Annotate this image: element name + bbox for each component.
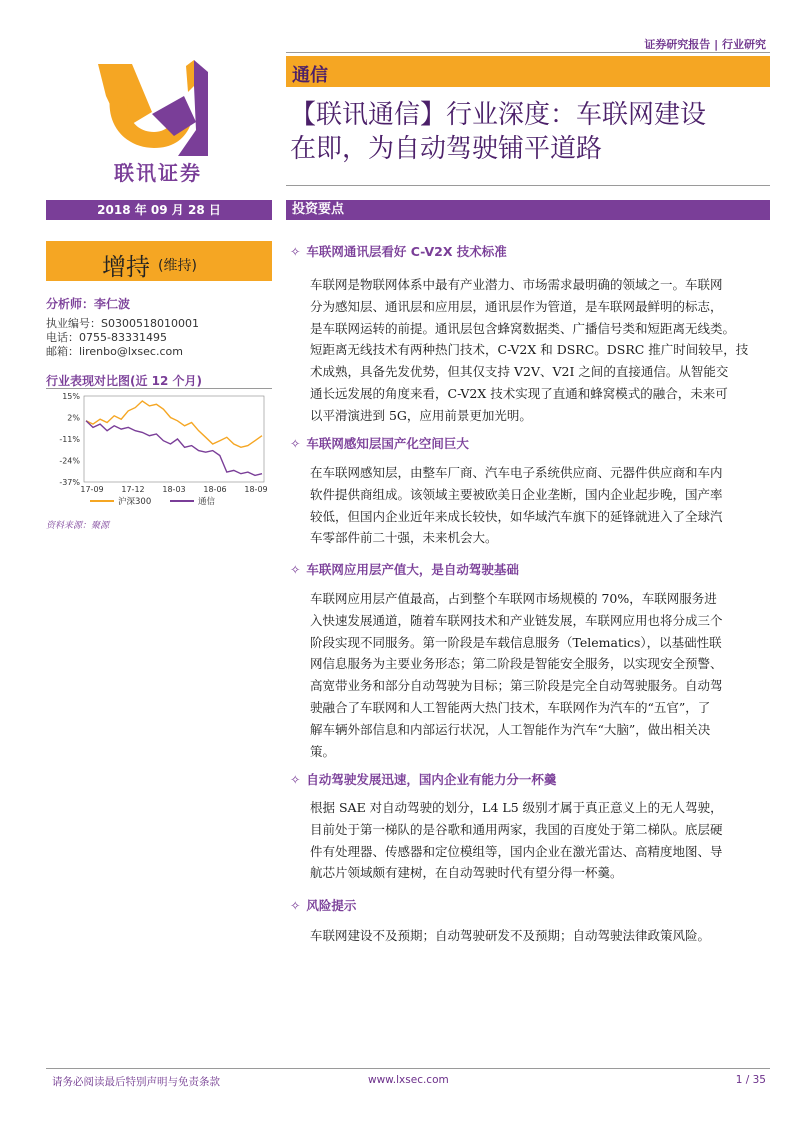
- y-tick-label: 2%: [67, 413, 80, 423]
- sec-1-paragraph: [310, 274, 770, 427]
- performance-chart: [46, 392, 272, 518]
- series-lines: [86, 401, 262, 475]
- y-tick-label: 15%: [62, 392, 80, 401]
- sec-2-line: 较低，但国内企业近年来成长较快，如华域汽车旗下的延锋就进入了全球汽: [310, 508, 723, 524]
- sec-5-line: 车联网建设不及预期；自动驾驶研发不及预期；自动驾驶法律政策风险。: [310, 928, 711, 943]
- series-line-telecom: [86, 421, 262, 476]
- chart-source: 资料来源：聚源: [46, 521, 110, 531]
- sec-1-line: 分为感知层、通讯层和应用层，通讯层作为管道，是车联网最鲜明的标志，: [310, 298, 723, 314]
- sec-3-line: 驶融合了车联网和人工智能两大热门技术，车联网作为汽车的“五官”，了: [310, 699, 711, 715]
- sec-5-paragraph: [310, 925, 770, 947]
- license-number: 执业编号：S0300518010001: [46, 317, 199, 330]
- page-number: 1 / 35: [735, 1074, 766, 1086]
- sec-3-line: 策。: [310, 743, 336, 759]
- sec-2-line: 车零部件前二十强，未来机会大。: [310, 530, 498, 546]
- sec-3-heading: [290, 560, 519, 578]
- sec-2-paragraph: [310, 462, 770, 549]
- chart-title: 行业表现对比图(近 12 个月): [46, 374, 203, 388]
- x-tick-label: 18-06: [203, 485, 227, 494]
- sec-1-line: 短距离无线技术有两种热门技术，C-V2X 和 DSRC。DSRC 推广时间较早，技: [310, 342, 749, 358]
- sec-3-line: 阶段实现不同服务。第一阶段是车载信息服务（Telematics），以基础性联: [310, 634, 722, 650]
- sec-5-heading-text: 风险提示: [306, 898, 357, 913]
- sec-1-line: 术成熟，具备先发优势，但其仅支持 V2V、V2I 之间的直接通信。从智能交: [310, 364, 729, 380]
- footer-divider: [46, 1068, 770, 1069]
- phone-number: 电话：0755-83331495: [46, 331, 167, 344]
- sec-4-heading: [290, 770, 556, 788]
- sec-3-line: 高宽带业务和部分自动驾驶为目标；第三阶段是完全自动驾驶服务。自动驾: [310, 678, 723, 694]
- sec-3-line: 解车辆外部信息和内部运行状况，人工智能作为汽车“大脑”，做出相关决: [310, 721, 711, 737]
- y-tick-label: -11%: [59, 435, 80, 444]
- chart-divider: [46, 388, 272, 389]
- diamond-bullet-icon: ✧: [290, 772, 301, 787]
- logo-purple-fan: [152, 96, 196, 136]
- section-title: 投资要点: [286, 200, 770, 220]
- series-line-hs300: [86, 401, 262, 447]
- plot-area: [84, 396, 264, 482]
- header-divider: [286, 52, 770, 53]
- sec-2-line: 软件提供商组成。该领域主要被欧美日企业垄断，国内企业起步晚，国产率: [310, 486, 723, 502]
- logo-orange-wedge: [186, 60, 194, 92]
- report-type-tag: 证券研究报告 | 行业研究: [644, 38, 766, 51]
- company-logo: [92, 56, 224, 186]
- sec-1-heading-text: 车联网通讯层看好 C-V2X 技术标准: [306, 244, 507, 259]
- sec-4-line: 根据 SAE 对自动驾驶的划分，L4 L5 级别才属于真正意义上的无人驾驶，: [310, 800, 723, 815]
- rating-value: 增持: [102, 253, 150, 281]
- rating-box: [46, 241, 272, 281]
- x-axis-ticks: [80, 485, 267, 494]
- email-address: 邮箱：lirenbo@lxsec.com: [46, 345, 183, 358]
- rating-note: (维持): [158, 258, 197, 274]
- sec-4-paragraph: [310, 797, 770, 884]
- industry-label: 通信: [292, 65, 328, 86]
- report-title: [290, 98, 770, 166]
- sec-3-heading-text: 车联网应用层产值大，是自动驾驶基础: [306, 562, 519, 577]
- sec-1-line: 通长远发展的角度来看，C-V2X 技术实现了直通和蜂窝模式的融合，未来可: [310, 385, 728, 401]
- sec-2-heading-text: 车联网感知层国产化空间巨大: [306, 436, 469, 451]
- diamond-bullet-icon: ✧: [290, 898, 301, 913]
- title-line-2: 在即，为自动驾驶铺平道路: [290, 134, 603, 164]
- sec-1-line: 以平滑演进到 5G，应用前景更加光明。: [310, 407, 532, 423]
- x-tick-label: 18-03: [162, 485, 186, 494]
- disclaimer-note: 请务必阅读最后特别声明与免责条款: [52, 1076, 220, 1088]
- report-date: 2018 年 09 月 28 日: [46, 200, 272, 220]
- sec-5-heading: [290, 896, 356, 914]
- sec-1-heading: [290, 242, 507, 260]
- sec-3-paragraph: [310, 588, 770, 762]
- sec-3-line: 入快速发展通道，随着车联网技术和产业链发展，车联网应用也将分成三个: [310, 612, 723, 628]
- sec-2-line: 在车联网感知层，由整车厂商、汽车电子系统供应商、元器件供应商和车内: [310, 465, 723, 480]
- title-divider: [286, 185, 770, 186]
- sec-1-line: 车联网是物联网体系中最有产业潜力、市场需求最明确的领域之一。车联网: [310, 277, 723, 292]
- title-line-1: 【联讯通信】行业深度：车联网建设: [290, 100, 707, 130]
- logo-text: 联讯证券: [114, 161, 202, 185]
- diamond-bullet-icon: ✧: [290, 244, 301, 259]
- sec-2-heading: [290, 434, 469, 452]
- sec-3-line: 网信息服务为主要业务形态；第二阶段是智能安全服务，以实现安全预警、: [310, 656, 723, 672]
- x-tick-label: 18-09: [244, 485, 268, 494]
- analyst-name: 分析师：李仁波: [46, 297, 131, 311]
- sec-3-line: 车联网应用层产值最高，占到整个车联网市场规模的 70%，车联网服务进: [310, 591, 717, 606]
- chart-legend: [90, 496, 216, 507]
- sec-4-heading-text: 自动驾驶发展迅速，国内企业有能力分一杯羹: [306, 772, 557, 787]
- sec-4-line: 件有处理器、传感器和定位模组等，国内企业在激光雷达、高精度地图、导: [310, 843, 723, 859]
- y-tick-label: -24%: [59, 456, 80, 466]
- legend-label: 通信: [198, 497, 216, 507]
- website-link[interactable]: www.lxsec.com: [368, 1074, 449, 1086]
- x-tick-label: 17-12: [121, 485, 145, 494]
- x-tick-label: 17-09: [80, 485, 104, 494]
- sec-1-line: 是车联网运转的前提。通讯层包含蜂窝数据类、广播信号类和短距离无线类。: [310, 320, 736, 336]
- sec-4-line: 航芯片领域颇有建树，在自动驾驶时代有望分得一杯羹。: [310, 865, 623, 881]
- y-axis-ticks: [59, 392, 80, 487]
- diamond-bullet-icon: ✧: [290, 562, 301, 577]
- legend-label: 沪深300: [118, 497, 152, 507]
- industry-bar: [286, 56, 770, 87]
- sec-4-line: 目前处于第一梯队的是谷歌和通用两家，我国的百度处于第二梯队。底层硬: [310, 821, 723, 837]
- diamond-bullet-icon: ✧: [290, 436, 301, 451]
- y-tick-label: -37%: [59, 478, 80, 487]
